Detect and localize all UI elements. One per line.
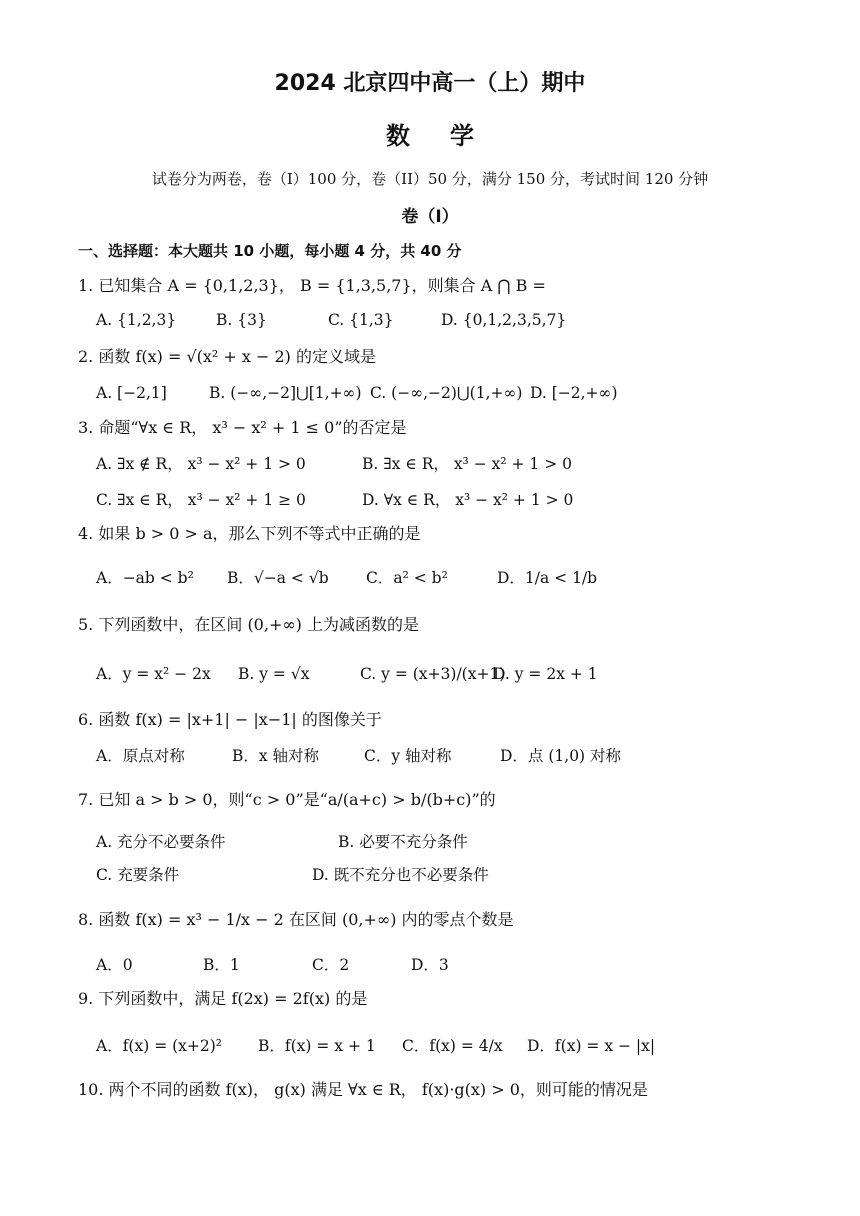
question-9-option-c: C．f(x) = 4/x: [402, 1037, 503, 1055]
question-1-stem: 1. 已知集合 A = {0,1,2,3}， B = {1,3,5,7}，则集合 A ⋂ B =: [78, 276, 546, 295]
question-6-option-c: C．y 轴对称: [364, 747, 452, 765]
question-5-option-d: D. y = 2x + 1: [493, 665, 598, 683]
section-heading: 一、选择题：本大题共 10 小题，每小题 4 分，共 40 分: [78, 242, 462, 260]
question-2-option-d: D. [−2,+∞): [530, 384, 618, 402]
exam-title: 2024 北京四中高一（上）期中: [274, 71, 586, 96]
question-4-option-c: C．a² < b²: [366, 569, 448, 587]
exam-intro: 试卷分为两卷，卷（I）100 分，卷（II）50 分，满分 150 分，考试时间 120 分钟: [151, 170, 709, 188]
question-5-option-b: B. y = √x: [238, 665, 310, 683]
question-3-stem: 3. 命题“∀x ∈ R， x³ − x² + 1 ≤ 0”的否定是: [78, 418, 407, 437]
question-6-stem: 6. 函数 f(x) = |x+1| − |x−1| 的图像关于: [78, 710, 382, 729]
question-1-option-b: B. {3}: [216, 311, 267, 329]
question-7-option-c: C. 充要条件: [96, 866, 180, 884]
question-1-option-d: D. {0,1,2,3,5,7}: [441, 311, 567, 329]
question-4-option-d: D．1/a < 1/b: [497, 569, 598, 587]
question-8-option-d: D．3: [411, 956, 449, 974]
question-10-stem: 10. 两个不同的函数 f(x)， g(x) 满足 ∀x ∈ R， f(x)·g(x) > 0，则可能的情况是: [78, 1080, 648, 1099]
question-9-option-b: B．f(x) = x + 1: [258, 1037, 376, 1055]
question-9-option-a: A．f(x) = (x+2)²: [96, 1037, 223, 1055]
question-8-option-a: A．0: [96, 956, 133, 974]
question-8-stem: 8. 函数 f(x) = x³ − 1/x − 2 在区间 (0,+∞) 内的零点个数是: [78, 910, 514, 929]
question-5-stem: 5. 下列函数中，在区间 (0,+∞) 上为减函数的是: [78, 615, 420, 634]
question-3-option-b: B. ∃x ∈ R， x³ − x² + 1 > 0: [362, 455, 572, 473]
question-8-option-c: C．2: [312, 956, 350, 974]
question-4-stem: 4. 如果 b > 0 > a，那么下列不等式中正确的是: [78, 524, 421, 543]
question-7-option-d: D. 既不充分也不必要条件: [312, 866, 489, 884]
question-2-option-a: A. [−2,1]: [96, 384, 167, 402]
question-3-option-c: C. ∃x ∈ R， x³ − x² + 1 ≥ 0: [96, 491, 306, 509]
question-3-option-d: D. ∀x ∈ R， x³ − x² + 1 > 0: [362, 491, 574, 509]
question-8-option-b: B．1: [203, 956, 240, 974]
question-2-option-b: B. (−∞,−2]⋃[1,+∞): [209, 384, 362, 402]
question-1-option-a: A. {1,2,3}: [96, 311, 177, 329]
question-1-option-c: C. {1,3}: [328, 311, 394, 329]
question-7-option-a: A. 充分不必要条件: [96, 833, 226, 851]
volume-heading: 卷（I）: [401, 207, 459, 227]
question-9-stem: 9. 下列函数中，满足 f(2x) = 2f(x) 的是: [78, 989, 368, 1008]
question-4-option-a: A．−ab < b²: [96, 569, 194, 587]
question-4-option-b: B．√−a < √b: [227, 569, 329, 587]
question-2-stem: 2. 函数 f(x) = √(x² + x − 2) 的定义域是: [78, 347, 377, 366]
subject-heading: 数学: [386, 122, 514, 150]
question-5-option-c: C. y = (x+3)/(x+1): [360, 665, 506, 683]
question-9-option-d: D．f(x) = x − |x|: [527, 1037, 656, 1055]
question-2-option-c: C. (−∞,−2)⋃(1,+∞): [370, 384, 523, 402]
question-3-option-a: A. ∃x ∉ R， x³ − x² + 1 > 0: [96, 455, 306, 473]
question-6-option-d: D．点 (1,0) 对称: [500, 747, 622, 765]
question-7-option-b: B. 必要不充分条件: [338, 833, 468, 851]
question-7-stem: 7. 已知 a > b > 0，则“c > 0”是“a/(a+c) > b/(b+c)”的: [78, 790, 496, 809]
question-6-option-b: B．x 轴对称: [232, 747, 320, 765]
question-5-option-a: A．y = x² − 2x: [96, 665, 211, 683]
question-6-option-a: A．原点对称: [96, 747, 185, 765]
